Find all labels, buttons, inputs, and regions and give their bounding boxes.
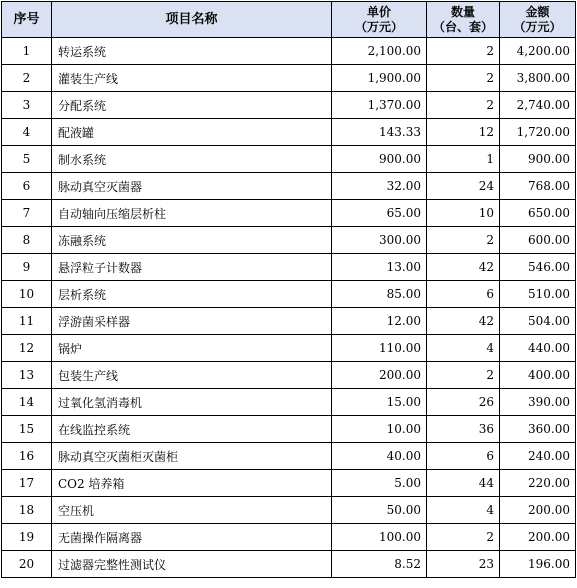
header-amount-line1: 金额: [525, 4, 550, 19]
equipment-table: [1, 1, 576, 578]
cell-price: 143.33: [332, 119, 427, 146]
table-row: [2, 146, 576, 173]
cell-amount: 4,200.00: [500, 38, 576, 65]
cell-index: 15: [2, 416, 52, 443]
cell-name: 转运系统: [52, 38, 332, 65]
table-row: [2, 416, 576, 443]
cell-name: 分配系统: [52, 92, 332, 119]
cell-qty: 2: [427, 227, 500, 254]
cell-amount: 390.00: [500, 389, 576, 416]
cell-name: 配液罐: [52, 119, 332, 146]
header-amount-line2: （万元）: [513, 19, 562, 34]
cell-qty: 1: [427, 146, 500, 173]
table-header: [2, 2, 576, 38]
cell-index: 2: [2, 65, 52, 92]
cell-qty: 44: [427, 470, 500, 497]
cell-qty: 6: [427, 443, 500, 470]
header-price: [332, 2, 427, 38]
cell-index: 11: [2, 308, 52, 335]
cell-amount: 440.00: [500, 335, 576, 362]
cell-index: 7: [2, 200, 52, 227]
table-row: [2, 254, 576, 281]
cell-qty: 2: [427, 92, 500, 119]
cell-amount: 2,740.00: [500, 92, 576, 119]
cell-amount: 900.00: [500, 146, 576, 173]
cell-amount: 200.00: [500, 524, 576, 551]
table-row: [2, 470, 576, 497]
cell-amount: 1,720.00: [500, 119, 576, 146]
cell-price: 200.00: [332, 362, 427, 389]
cell-price: 1,370.00: [332, 92, 427, 119]
cell-qty: 36: [427, 416, 500, 443]
cell-index: 19: [2, 524, 52, 551]
cell-qty: 10: [427, 200, 500, 227]
header-qty-line2: （台、套）: [432, 19, 493, 34]
table-row: [2, 281, 576, 308]
cell-qty: 6: [427, 281, 500, 308]
cell-index: 18: [2, 497, 52, 524]
header-qty-line1: 数量: [450, 4, 475, 19]
cell-amount: 196.00: [500, 551, 576, 578]
cell-price: 10.00: [332, 416, 427, 443]
cell-name: 脉动真空灭菌柜灭菌柜: [52, 443, 332, 470]
cell-price: 2,100.00: [332, 38, 427, 65]
cell-name: 空压机: [52, 497, 332, 524]
cell-amount: 360.00: [500, 416, 576, 443]
cell-price: 900.00: [332, 146, 427, 173]
cell-index: 10: [2, 281, 52, 308]
cell-price: 12.00: [332, 308, 427, 335]
table-row: [2, 200, 576, 227]
cell-name: 浮游菌采样器: [52, 308, 332, 335]
header-qty: [427, 2, 500, 38]
cell-index: 9: [2, 254, 52, 281]
cell-amount: 220.00: [500, 470, 576, 497]
cell-name: 悬浮粒子计数器: [52, 254, 332, 281]
table-row: [2, 551, 576, 578]
cell-name: 层析系统: [52, 281, 332, 308]
cell-price: 300.00: [332, 227, 427, 254]
cell-name: 过滤器完整性测试仪: [52, 551, 332, 578]
cell-amount: 600.00: [500, 227, 576, 254]
cell-name: CO2 培养箱: [52, 470, 332, 497]
table-row: [2, 497, 576, 524]
cell-index: 14: [2, 389, 52, 416]
cell-name: 制水系统: [52, 146, 332, 173]
cell-qty: 2: [427, 65, 500, 92]
cell-price: 85.00: [332, 281, 427, 308]
cell-name: 无菌操作隔离器: [52, 524, 332, 551]
table-row: [2, 362, 576, 389]
cell-price: 65.00: [332, 200, 427, 227]
cell-name: 过氧化氢消毒机: [52, 389, 332, 416]
cell-name: 冻融系统: [52, 227, 332, 254]
cell-name: 在线监控系统: [52, 416, 332, 443]
cell-amount: 400.00: [500, 362, 576, 389]
cell-price: 5.00: [332, 470, 427, 497]
cell-amount: 240.00: [500, 443, 576, 470]
cell-qty: 23: [427, 551, 500, 578]
cell-qty: 2: [427, 38, 500, 65]
cell-index: 3: [2, 92, 52, 119]
cell-qty: 12: [427, 119, 500, 146]
cell-price: 15.00: [332, 389, 427, 416]
cell-name: 灌装生产线: [52, 65, 332, 92]
cell-qty: 26: [427, 389, 500, 416]
cell-amount: 200.00: [500, 497, 576, 524]
cell-price: 13.00: [332, 254, 427, 281]
cell-name: 脉动真空灭菌器: [52, 173, 332, 200]
cell-amount: 504.00: [500, 308, 576, 335]
cell-index: 1: [2, 38, 52, 65]
table-row: [2, 524, 576, 551]
header-price-line2: （万元）: [354, 19, 403, 34]
cell-index: 17: [2, 470, 52, 497]
cell-amount: 3,800.00: [500, 65, 576, 92]
cell-amount: 650.00: [500, 200, 576, 227]
cell-index: 12: [2, 335, 52, 362]
cell-amount: 510.00: [500, 281, 576, 308]
cell-amount: 768.00: [500, 173, 576, 200]
header-index: 序号: [2, 2, 52, 38]
table-row: [2, 443, 576, 470]
cell-qty: 2: [427, 362, 500, 389]
cell-price: 32.00: [332, 173, 427, 200]
table-row: [2, 65, 576, 92]
cell-qty: 42: [427, 254, 500, 281]
cell-price: 1,900.00: [332, 65, 427, 92]
table-row: [2, 119, 576, 146]
table-row: [2, 227, 576, 254]
cell-amount: 546.00: [500, 254, 576, 281]
table-row: [2, 335, 576, 362]
cell-qty: 2: [427, 524, 500, 551]
table-row: [2, 92, 576, 119]
cell-name: 锅炉: [52, 335, 332, 362]
cell-index: 13: [2, 362, 52, 389]
cell-price: 40.00: [332, 443, 427, 470]
cell-name: 自动轴向压缩层析柱: [52, 200, 332, 227]
cell-index: 16: [2, 443, 52, 470]
cell-index: 6: [2, 173, 52, 200]
header-name: 项目名称: [52, 2, 332, 38]
cell-price: 8.52: [332, 551, 427, 578]
cell-qty: 42: [427, 308, 500, 335]
cell-price: 100.00: [332, 524, 427, 551]
cell-index: 4: [2, 119, 52, 146]
header-price-line1: 单价: [366, 4, 391, 19]
header-amount: [500, 2, 576, 38]
header-row: [2, 2, 576, 38]
table-row: [2, 38, 576, 65]
cell-price: 110.00: [332, 335, 427, 362]
cell-qty: 24: [427, 173, 500, 200]
cell-index: 20: [2, 551, 52, 578]
cell-qty: 4: [427, 335, 500, 362]
cell-qty: 4: [427, 497, 500, 524]
table-body: [2, 38, 576, 578]
cell-name: 包装生产线: [52, 362, 332, 389]
table-row: [2, 308, 576, 335]
cell-price: 50.00: [332, 497, 427, 524]
cell-index: 8: [2, 227, 52, 254]
table-row: [2, 173, 576, 200]
cell-index: 5: [2, 146, 52, 173]
table-row: [2, 389, 576, 416]
